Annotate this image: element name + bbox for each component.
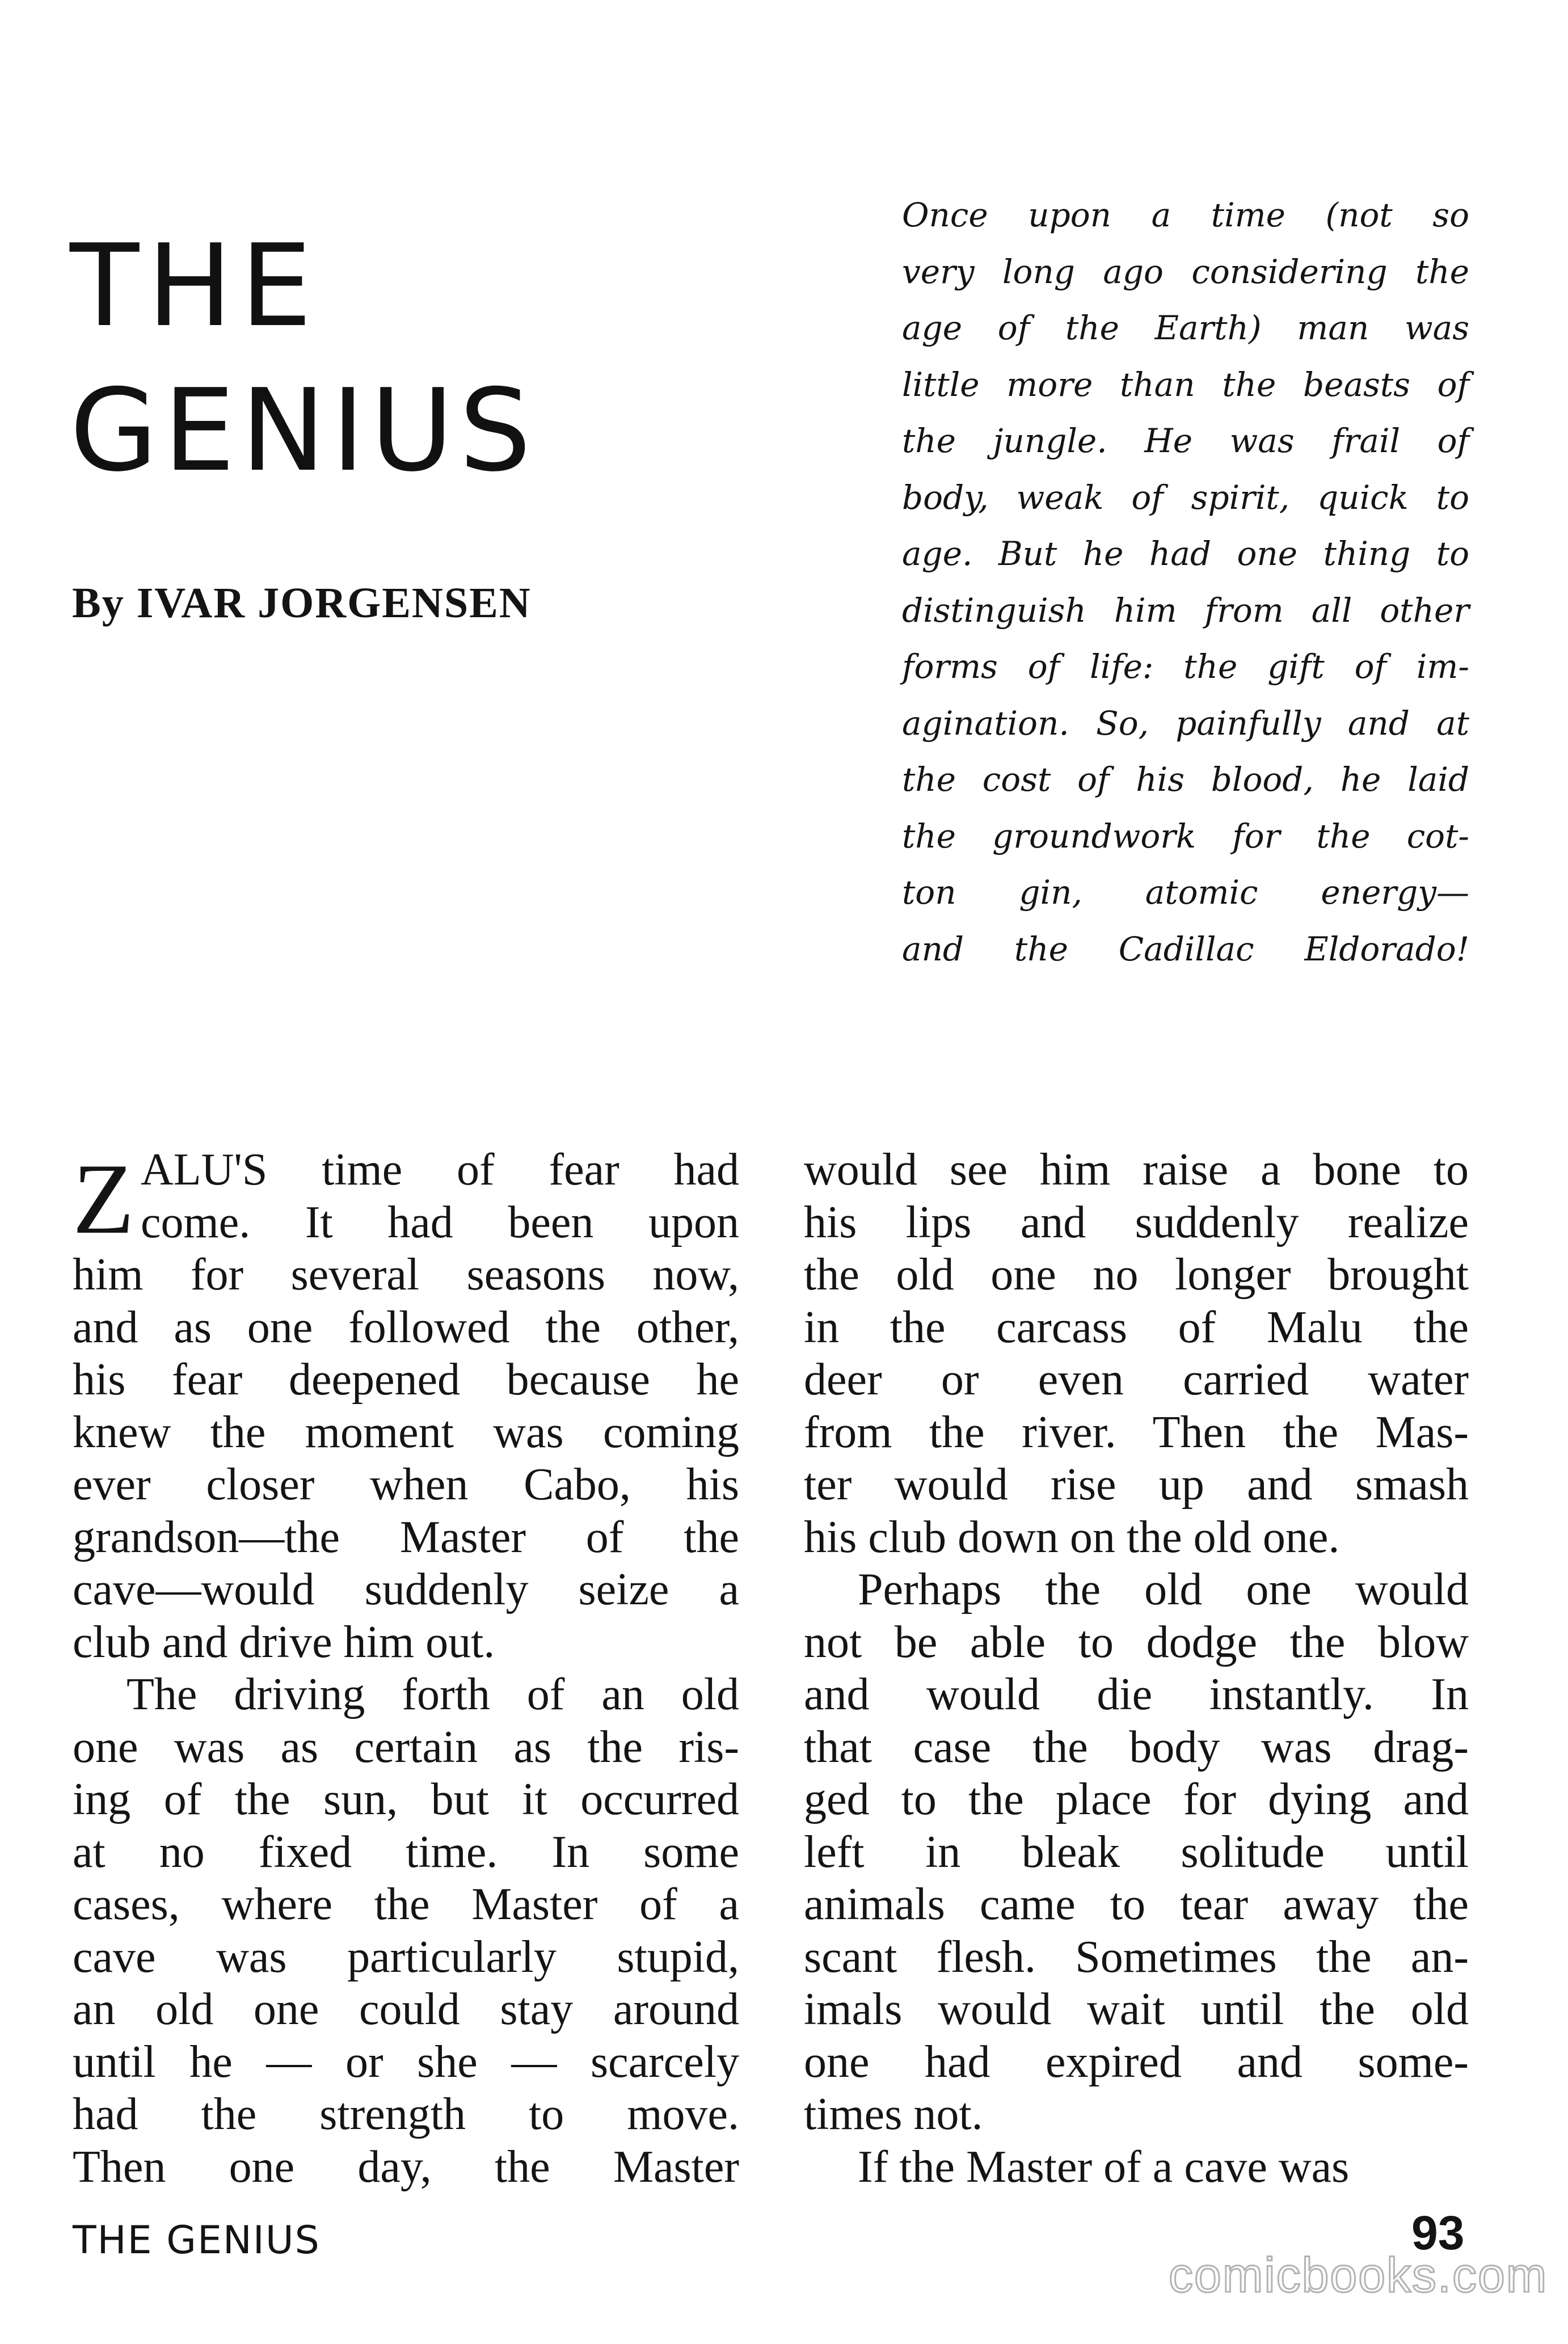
blurb-line: little more than the beasts of <box>902 365 1469 404</box>
body-line: not be able to dodge the blow <box>804 1617 1469 1667</box>
body-line: If the Master of a cave was <box>858 2141 1350 2192</box>
body-line: and would die instantly. In <box>804 1670 1469 1719</box>
body-line: from the river. Then the Mas- <box>804 1407 1469 1457</box>
body-line: until he — or she — scarcely <box>73 2037 739 2087</box>
blurb-line: agination. So, painfully and at <box>902 703 1469 743</box>
author-byline: By IVAR JORGENSEN <box>72 579 532 627</box>
body-line: one had expired and some- <box>804 2037 1469 2087</box>
body-line: at no fixed time. In some <box>73 1827 739 1877</box>
body-line: Perhaps the old one would <box>858 1565 1469 1614</box>
blurb-line: distinguish him from all other <box>902 591 1469 630</box>
blurb-line: and the Cadillac Eldorado! <box>902 929 1469 968</box>
body-line: his fear deepened because he <box>73 1355 739 1405</box>
body-line: would see him raise a bone to <box>804 1145 1469 1195</box>
body-line: deer or even carried water <box>804 1355 1469 1405</box>
story-blurb <box>902 187 1469 977</box>
blurb-line: body, weak of spirit, quick to <box>902 478 1469 517</box>
drop-cap: Z <box>73 1143 134 1255</box>
body-line: ter would rise up and smash <box>804 1460 1469 1510</box>
body-line: in the carcass of Malu the <box>804 1302 1469 1352</box>
body-line: left in bleak solitude until <box>804 1827 1469 1877</box>
body-line: ALU'S time of fear had <box>141 1145 739 1195</box>
body-line: knew the moment was coming <box>73 1407 739 1457</box>
blurb-line: very long ago considering the <box>902 252 1469 291</box>
body-line: imals would wait until the old <box>804 1984 1469 2034</box>
blurb-line: ton gin, atomic energy— <box>902 873 1469 912</box>
blurb-line: the groundwork for the cot- <box>902 816 1469 855</box>
body-line: the old one no longer brought <box>804 1250 1469 1300</box>
blurb-line: age. But he had one thing to <box>902 534 1469 573</box>
body-line: an old one could stay around <box>73 1984 739 2034</box>
body-line: that case the body was drag- <box>804 1722 1469 1772</box>
body-line: one was as certain as the ris- <box>73 1722 739 1772</box>
body-line: ever closer when Cabo, his <box>73 1460 739 1510</box>
body-line: club and drive him out. <box>73 1617 495 1667</box>
running-footer-title: THE GENIUS <box>73 2218 321 2263</box>
body-line: cases, where the Master of a <box>73 1879 739 1929</box>
body-line: come. It had been upon <box>141 1197 739 1247</box>
body-column-right <box>804 1144 1469 2193</box>
body-line: The driving forth of an old <box>127 1670 739 1719</box>
blurb-line: Once upon a time (not so <box>902 196 1469 234</box>
body-line: Then one day, the Master <box>73 2141 739 2192</box>
body-line: had the strength to move. <box>73 2089 739 2139</box>
site-watermark: comicbooks.com <box>1169 2248 1548 2303</box>
blurb-line: age of the Earth) man was <box>902 309 1469 347</box>
body-column-left <box>73 1144 739 2193</box>
body-line: scant flesh. Sometimes the an- <box>804 1932 1469 1982</box>
body-line: animals came to tear away the <box>804 1879 1469 1929</box>
body-line: his lips and suddenly realize <box>804 1197 1469 1247</box>
story-title-line-1: THE <box>70 220 320 352</box>
body-line: ing of the sun, but it occurred <box>73 1774 739 1824</box>
blurb-line: the jungle. He was frail of <box>902 421 1469 460</box>
body-line: times not. <box>804 2089 983 2139</box>
body-line: ged to the place for dying and <box>804 1774 1469 1824</box>
drop-cap-paragraph-start <box>73 1143 739 1255</box>
page-number: 93 <box>1411 2206 1465 2259</box>
body-line: cave—would suddenly seize a <box>73 1565 739 1614</box>
body-line: him for several seasons now, <box>73 1250 739 1300</box>
blurb-line: the cost of his blood, he laid <box>902 760 1469 799</box>
blurb-line: forms of life: the gift of im- <box>902 647 1469 686</box>
body-line: and as one followed the other, <box>73 1302 739 1352</box>
body-line: grandson—the Master of the <box>73 1512 739 1562</box>
story-title-line-2: GENIUS <box>70 365 537 497</box>
body-line: his club down on the old one. <box>804 1512 1340 1562</box>
body-line: cave was particularly stupid, <box>73 1932 739 1982</box>
